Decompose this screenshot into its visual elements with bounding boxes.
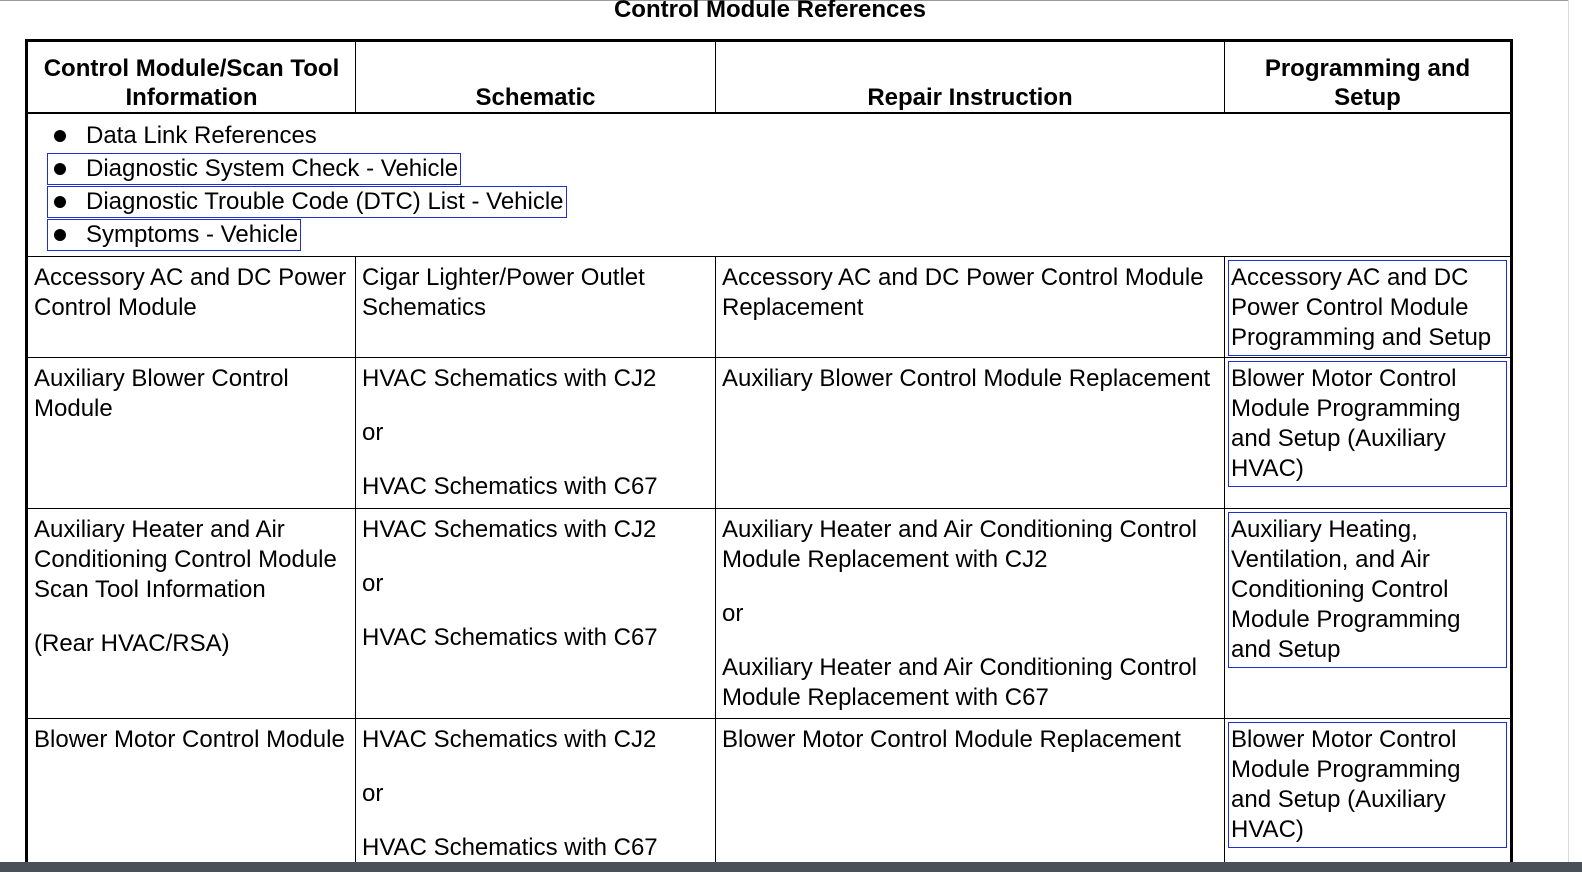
bottom-status-bar [0,862,1582,872]
header-schematic: Schematic [356,41,716,114]
table-row [27,257,1512,358]
bullet-icon [54,130,66,142]
header-repair-instruction: Repair Instruction [716,41,1225,114]
list-item-data-link-references: Data Link References [48,121,319,151]
link-programming-setup[interactable]: Blower Motor Control Module Programming and Setup (Auxiliary HVAC) [1231,364,1504,484]
repair-cell: Accessory AC and DC Power Control Module Replacement [716,257,1225,358]
table-row [27,719,1512,870]
link-programming-setup[interactable]: Auxiliary Heating, Ventilation, and Air Conditioning Control Module Programming and Setup [1231,515,1504,665]
table-row [27,358,1512,509]
programming-cell [1225,257,1512,358]
module-cell: Auxiliary Heater and Air Conditioning Control Module Scan Tool Information (Rear HVAC/RSA) [27,509,356,719]
header-programming-setup: Programming and Setup [1225,41,1512,114]
bullet-icon [54,163,66,175]
link-programming-setup[interactable]: Accessory AC and DC Power Control Module Programming and Setup [1231,263,1504,353]
programming-cell [1225,358,1512,509]
scrollbar-track[interactable] [1568,0,1582,872]
link-symptoms-vehicle[interactable]: Symptoms - Vehicle [48,220,300,250]
header-control-module: Control Module/Scan Tool Information [27,41,356,114]
control-module-references-table [25,39,1513,870]
schematic-cell: HVAC Schematics with CJ2 or HVAC Schematics with C67 [356,719,716,870]
general-links-cell [27,113,1512,257]
page-title: Control Module References [613,0,927,23]
table-row [27,509,1512,719]
table-header-row [27,41,1512,114]
module-cell: Blower Motor Control Module [27,719,356,870]
module-cell: Auxiliary Blower Control Module [27,358,356,509]
repair-cell: Blower Motor Control Module Replacement [716,719,1225,870]
schematic-cell: HVAC Schematics with CJ2 or HVAC Schematics with C67 [356,509,716,719]
bullet-icon [54,229,66,241]
general-links-row [27,113,1512,257]
link-dtc-list[interactable]: Diagnostic Trouble Code (DTC) List - Vehicle [48,187,566,217]
schematic-cell: Cigar Lighter/Power Outlet Schematics [356,257,716,358]
repair-cell: Auxiliary Blower Control Module Replacement [716,358,1225,509]
schematic-cell: HVAC Schematics with CJ2 or HVAC Schematics with C67 [356,358,716,509]
link-programming-setup[interactable]: Blower Motor Control Module Programming and Setup (Auxiliary HVAC) [1231,725,1504,845]
programming-cell [1225,719,1512,870]
bullet-list [48,120,1510,252]
module-cell: Accessory AC and DC Power Control Module [27,257,356,358]
bullet-icon [54,196,66,208]
programming-cell [1225,509,1512,719]
repair-cell: Auxiliary Heater and Air Conditioning Control Module Replacement with CJ2 or Auxiliary Heater and Air Conditioning Control Module Replacement with C67 [716,509,1225,719]
link-diagnostic-system-check[interactable]: Diagnostic System Check - Vehicle [48,154,460,184]
